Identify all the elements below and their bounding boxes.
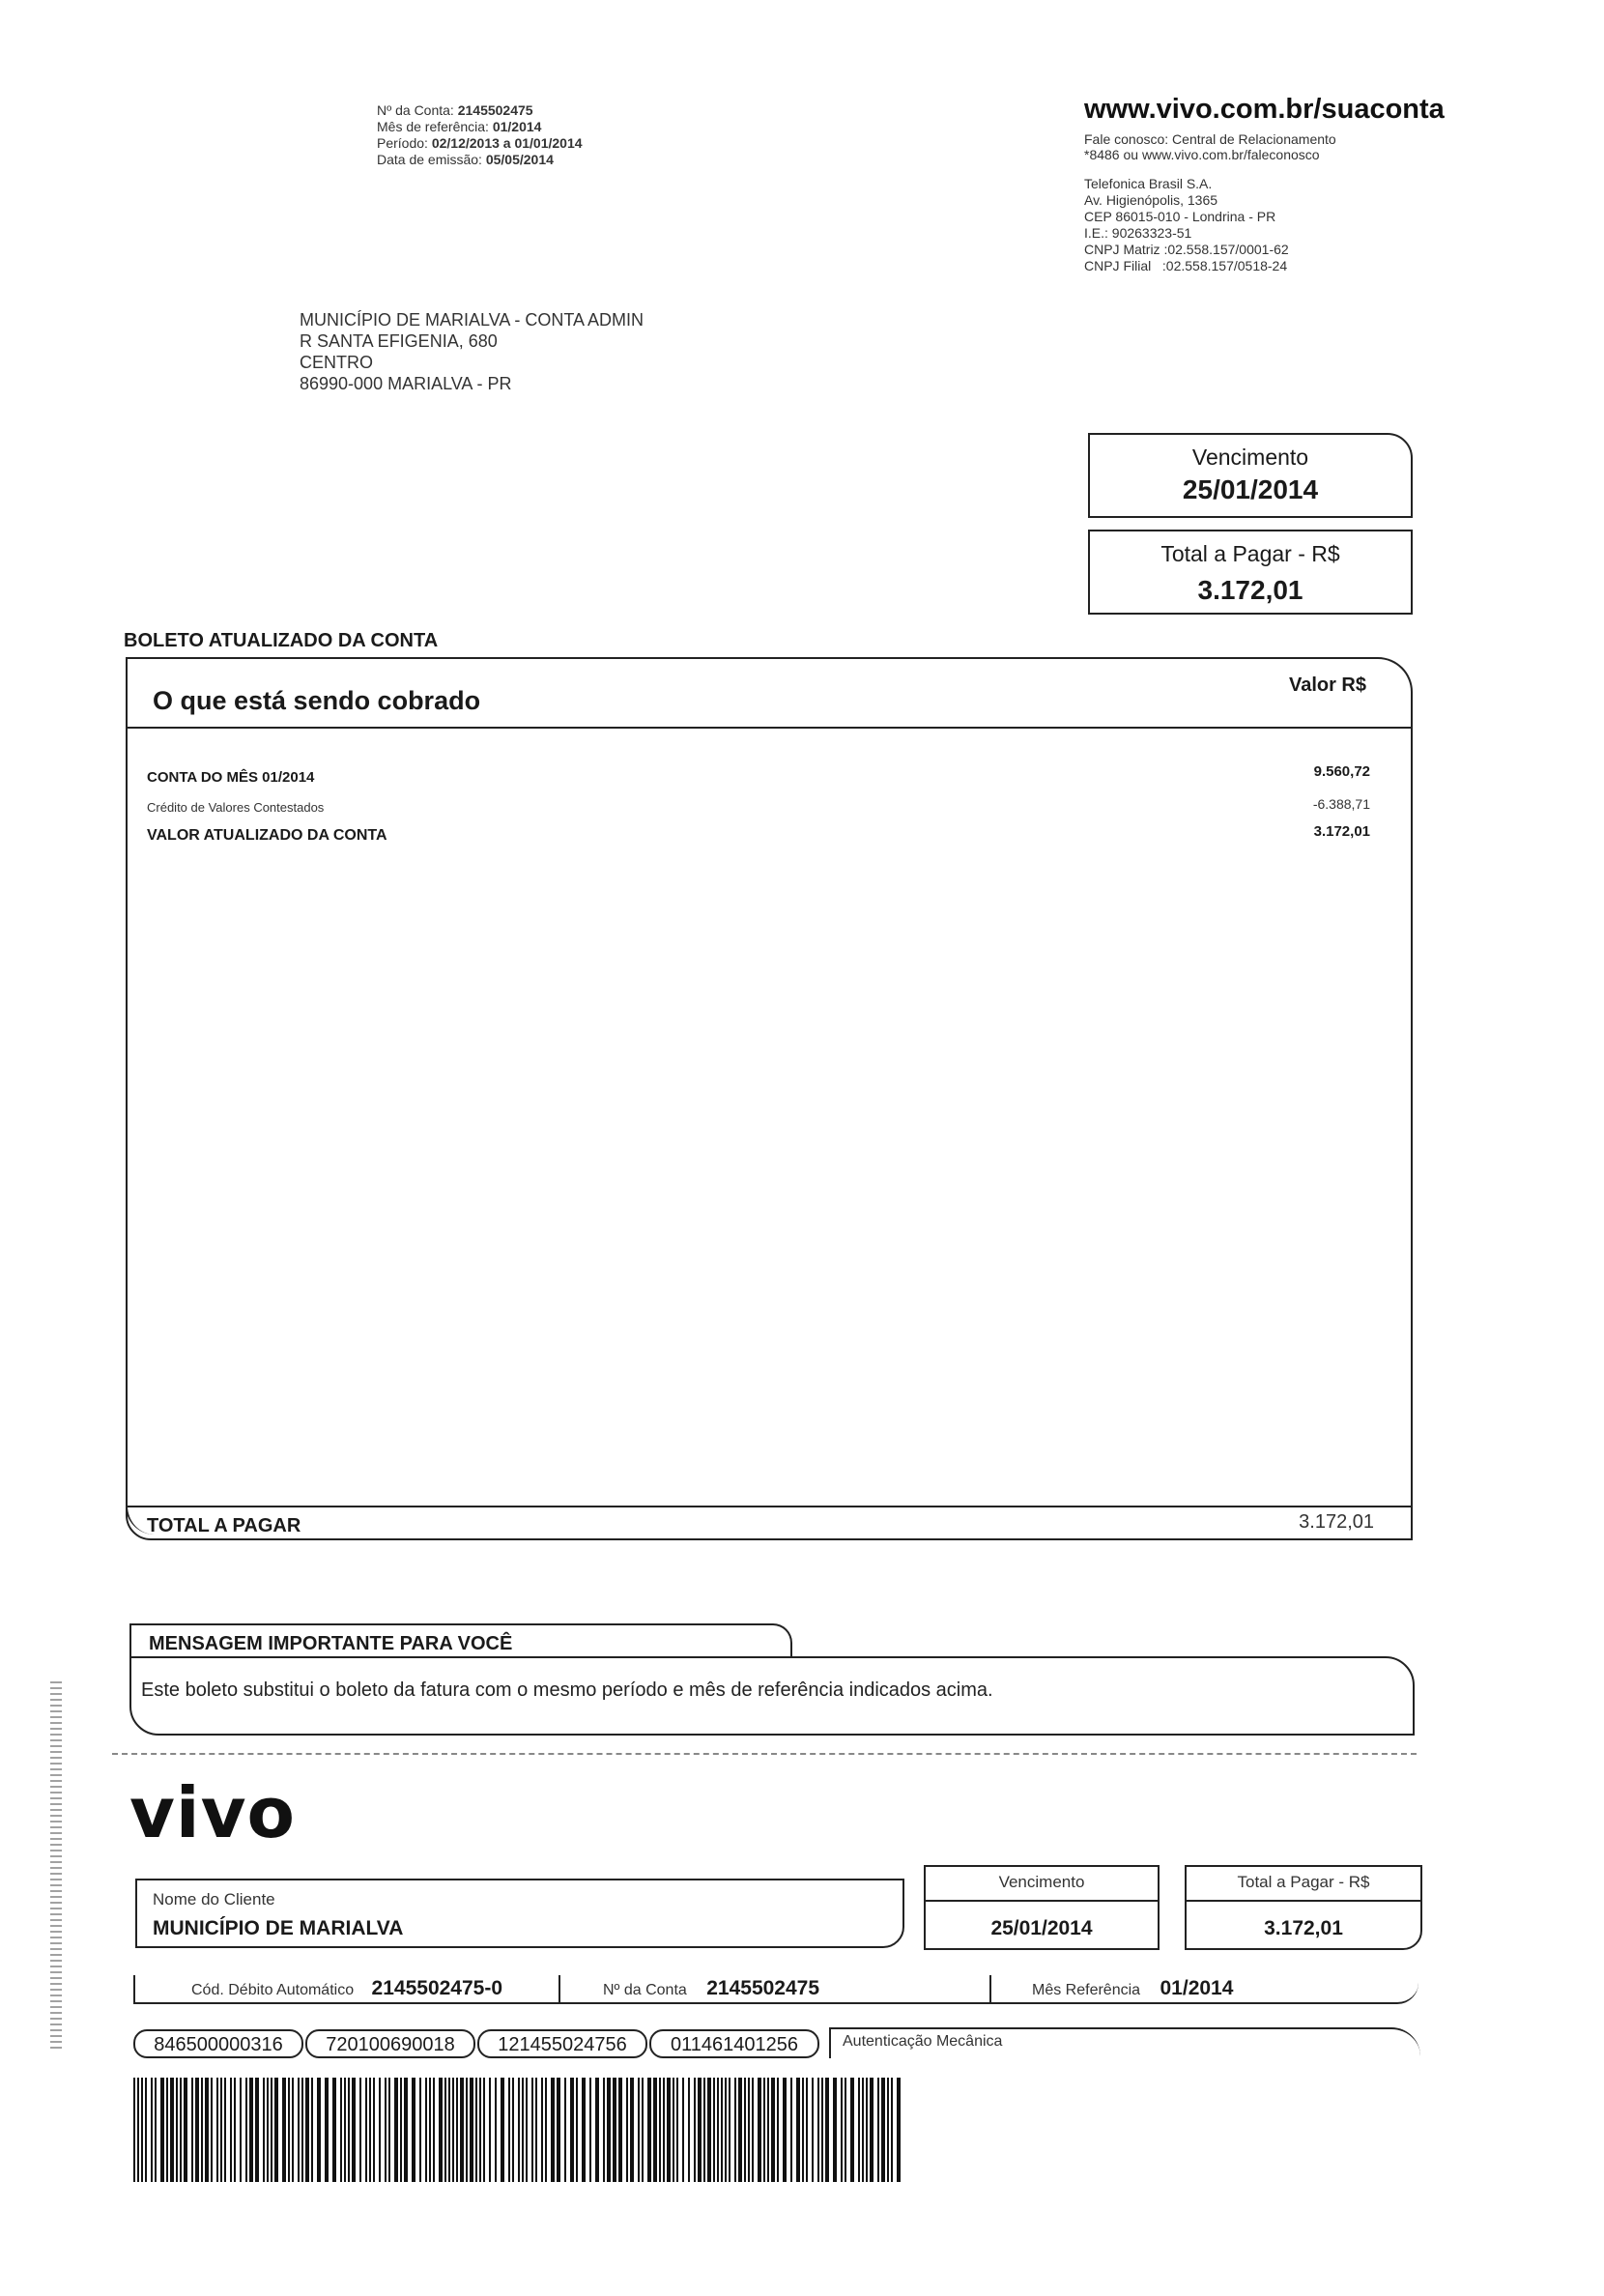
barcode-bar — [475, 2078, 477, 2182]
barcode-bar — [763, 2078, 765, 2182]
barcode-bar — [369, 2078, 371, 2182]
barcode-bar — [470, 2078, 473, 2182]
barcode-bar — [535, 2078, 537, 2182]
barcode-bar — [508, 2078, 510, 2182]
barcode-bar — [752, 2078, 754, 2182]
barcode-bar — [564, 2078, 566, 2182]
barcode-bar — [630, 2078, 634, 2182]
slip-info-divider — [559, 1975, 560, 2004]
barcode-bar — [220, 2078, 222, 2182]
barcode-bar — [230, 2078, 232, 2182]
charges-total-row — [126, 1506, 1413, 1540]
barcode-bar — [365, 2078, 367, 2182]
digitable-code-3: 121455024756 — [477, 2029, 647, 2058]
slip-due-label: Vencimento — [998, 1873, 1085, 1891]
barcode-bar — [698, 2078, 702, 2182]
charges-header-divider — [126, 727, 1413, 729]
barcode-bar — [663, 2078, 665, 2182]
company-info: www.vivo.com.br/suaconta Fale conosco: Central de Relacionamento *8486 ou www.vivo.com.br/faleconosco Telefonica Brasil S.A. Av. Higienópolis, 1365 CEP 86015-010 - Londrina - PR I.E.: 90263323-51 CNPJ Matriz :02.558.157/0001-62 CNPJ Filial :02.558.157/0518-24 — [1084, 94, 1445, 273]
barcode-bar — [419, 2078, 421, 2182]
barcode-bar — [274, 2078, 278, 2182]
recipient-address: MUNICÍPIO DE MARIALVA - CONTA ADMIN R SANTA EFIGENIA, 680 CENTRO 86990-000 MARIALVA - PR — [300, 310, 644, 393]
barcode-bar — [170, 2078, 174, 2182]
barcode-bar — [495, 2078, 497, 2182]
charges-section-title: BOLETO ATUALIZADO DA CONTA — [124, 630, 439, 651]
barcode-bar — [292, 2078, 294, 2182]
mechanical-auth-label: Autenticação Mecânica — [843, 2033, 1003, 2050]
period-line: Período: 02/12/2013 a 01/01/2014 — [377, 135, 583, 151]
barcode-bar — [205, 2078, 209, 2182]
barcode-bar — [806, 2078, 808, 2182]
barcode-bar — [298, 2078, 300, 2182]
barcode-bar — [332, 2078, 336, 2182]
barcode-bar — [522, 2078, 524, 2182]
slip-account-number: Nº da Conta 2145502475 — [603, 1977, 820, 1999]
slip-reference-month: Mês Referência 01/2014 — [1032, 1977, 1234, 1999]
perforation-marks — [50, 1681, 62, 2049]
message-text: Este boleto substitui o boleto da fatura com o mesmo período e mês de referência indicados acima. — [141, 1679, 993, 1701]
barcode-bar — [425, 2078, 427, 2182]
barcode-bar — [404, 2078, 408, 2182]
barcode-bar — [557, 2078, 560, 2182]
barcode-bar — [176, 2078, 178, 2182]
barcode-bar — [771, 2078, 775, 2182]
barcode-bar — [582, 2078, 586, 2182]
barcode-bar — [682, 2078, 684, 2182]
account-number-line: Nº da Conta: 2145502475 — [377, 102, 533, 118]
cut-line — [112, 1753, 1417, 1755]
barcode-bar — [483, 2078, 485, 2182]
barcode-bar — [767, 2078, 769, 2182]
barcode-bar — [845, 2078, 846, 2182]
barcode-bar — [717, 2078, 719, 2182]
barcode-bar — [738, 2078, 742, 2182]
issue-date-line: Data de emissão: 05/05/2014 — [377, 152, 554, 167]
barcode-bar — [201, 2078, 203, 2182]
charges-header-title: O que está sendo cobrado — [153, 686, 481, 715]
barcode-bar — [352, 2078, 356, 2182]
barcode-bar — [166, 2078, 168, 2182]
barcode-bar — [184, 2078, 187, 2182]
barcode-bar — [866, 2078, 868, 2182]
barcode-bar — [141, 2078, 143, 2182]
barcode-bar — [850, 2078, 854, 2182]
barcode-bar — [777, 2078, 779, 2182]
barcode-bar — [825, 2078, 829, 2182]
barcode-bar — [359, 2078, 361, 2182]
barcode-bar — [729, 2078, 730, 2182]
barcode-bar — [501, 2078, 504, 2182]
barcode-bar — [444, 2078, 446, 2182]
barcode-bar — [394, 2078, 398, 2182]
barcode-bar — [790, 2078, 792, 2182]
barcode-bar — [721, 2078, 723, 2182]
barcode-bar — [460, 2078, 464, 2182]
barcode-bar — [642, 2078, 644, 2182]
due-date-box: Vencimento 25/01/2014 — [1088, 433, 1413, 518]
barcode-bar — [325, 2078, 329, 2182]
barcode-bar — [694, 2078, 696, 2182]
debit-code: Cód. Débito Automático 2145502475-0 — [191, 1977, 503, 1999]
barcode-bar — [489, 2078, 491, 2182]
barcode-bar — [191, 2078, 193, 2182]
barcode-bar — [607, 2078, 611, 2182]
barcode-bar — [271, 2078, 272, 2182]
barcode-bar — [240, 2078, 242, 2182]
barcode-bar — [448, 2078, 450, 2182]
barcode-bar — [373, 2078, 375, 2182]
barcode-bar — [673, 2078, 674, 2182]
website-link[interactable]: www.vivo.com.br/suaconta — [1084, 94, 1445, 125]
charges-list — [147, 763, 1370, 852]
barcode-bar — [862, 2078, 864, 2182]
barcode-bar — [348, 2078, 350, 2182]
barcode-bar — [211, 2078, 213, 2182]
barcode-bar — [388, 2078, 390, 2182]
barcode-bar — [758, 2078, 761, 2182]
barcode-bar — [429, 2078, 431, 2182]
barcode-bar — [891, 2078, 893, 2182]
barcode-bar — [317, 2078, 321, 2182]
barcode-bar — [311, 2078, 313, 2182]
barcode-bar — [216, 2078, 218, 2182]
barcode-bar — [145, 2078, 147, 2182]
barcode-bar — [545, 2078, 547, 2182]
barcode-bar — [725, 2078, 727, 2182]
barcode-bar — [301, 2078, 303, 2182]
client-name-value: MUNICÍPIO DE MARIALVA — [153, 1917, 404, 1939]
barcode-bar — [647, 2078, 651, 2182]
barcode-bar — [576, 2078, 578, 2182]
barcode-bar — [385, 2078, 387, 2182]
vivo-logo: vivo — [129, 1772, 297, 1853]
barcode-bar — [512, 2078, 514, 2182]
barcode-bar — [151, 2078, 153, 2182]
barcode-bar — [613, 2078, 616, 2182]
charge-row: Crédito de Valores Contestados -6.388,71 — [147, 796, 1370, 815]
barcode-bar — [551, 2078, 555, 2182]
barcode-bar — [245, 2078, 247, 2182]
barcode-bar — [796, 2078, 800, 2182]
barcode-bar — [703, 2078, 705, 2182]
barcode-bar — [344, 2078, 346, 2182]
account-info — [377, 102, 583, 168]
barcode-bar — [263, 2078, 265, 2182]
barcode-bar — [305, 2078, 309, 2182]
barcode-bar — [400, 2078, 402, 2182]
barcode-bar — [340, 2078, 342, 2182]
barcode-bar — [160, 2078, 164, 2182]
barcode-bar — [821, 2078, 823, 2182]
barcode-bar — [531, 2078, 533, 2182]
barcode-bar — [589, 2078, 591, 2182]
charges-value-header: Valor R$ — [1288, 674, 1366, 696]
barcode-bar — [255, 2078, 259, 2182]
slip-info-divider — [989, 1975, 991, 2004]
barcode-bar — [155, 2078, 157, 2182]
slip-due-value: 25/01/2014 — [990, 1917, 1093, 1939]
barcode-bar — [412, 2078, 415, 2182]
charges-total-label: TOTAL A PAGAR — [147, 1515, 301, 1536]
barcode-bar — [887, 2078, 889, 2182]
barcode-bar — [456, 2078, 458, 2182]
barcode-bar — [858, 2078, 860, 2182]
charges-total-value: 3.172,01 — [1299, 1511, 1374, 1533]
barcode-bar — [249, 2078, 253, 2182]
barcode-bar — [133, 2078, 135, 2182]
barcode-bar — [224, 2078, 226, 2182]
barcode-bar — [137, 2078, 139, 2182]
barcode-bar — [783, 2078, 787, 2182]
barcode-bar — [433, 2078, 435, 2182]
barcode-bar — [748, 2078, 750, 2182]
message-title: MENSAGEM IMPORTANTE PARA VOCÊ — [149, 1633, 513, 1654]
slip-total-value: 3.172,01 — [1264, 1917, 1343, 1939]
barcode-bar — [667, 2078, 671, 2182]
barcode-bar — [870, 2078, 874, 2182]
barcode-bar — [707, 2078, 711, 2182]
barcode-bar — [267, 2078, 269, 2182]
barcode-bar — [195, 2078, 199, 2182]
slip-total-divider — [1185, 1900, 1422, 1902]
barcode-bar — [452, 2078, 454, 2182]
barcode-bar — [653, 2078, 657, 2182]
barcode-bar — [638, 2078, 640, 2182]
digitable-code-2: 720100690018 — [305, 2029, 475, 2058]
barcode-bar — [603, 2078, 605, 2182]
barcode-bar — [626, 2078, 628, 2182]
barcode-bar — [676, 2078, 678, 2182]
barcode-bar — [897, 2078, 901, 2182]
barcode-bar — [518, 2078, 520, 2182]
barcode-bar — [439, 2078, 443, 2182]
barcode-bar — [688, 2078, 690, 2182]
barcode-bar — [282, 2078, 286, 2182]
barcode-bar — [812, 2078, 814, 2182]
barcode-graphic — [133, 2078, 904, 2182]
barcode-bar — [618, 2078, 622, 2182]
reference-month-line: Mês de referência: 01/2014 — [377, 119, 542, 134]
barcode-bar — [713, 2078, 715, 2182]
barcode-bar — [180, 2078, 182, 2182]
digitable-code-1: 846500000316 — [133, 2029, 303, 2058]
barcode-bar — [841, 2078, 843, 2182]
barcode-bar — [466, 2078, 468, 2182]
barcode-bar — [570, 2078, 574, 2182]
charge-row: VALOR ATUALIZADO DA CONTA 3.172,01 — [147, 823, 1370, 844]
barcode-bar — [479, 2078, 481, 2182]
barcode-bar — [744, 2078, 746, 2182]
barcode-bar — [734, 2078, 736, 2182]
barcode-bar — [541, 2078, 543, 2182]
barcode-bar — [802, 2078, 804, 2182]
barcode-bar — [881, 2078, 885, 2182]
digitable-code-4: 011461401256 — [649, 2029, 819, 2058]
client-name-label: Nome do Cliente — [153, 1890, 275, 1909]
slip-due-divider — [924, 1900, 1160, 1902]
barcode-bar — [288, 2078, 290, 2182]
barcode-bar — [659, 2078, 661, 2182]
barcode-bar — [234, 2078, 236, 2182]
barcode-bar — [833, 2078, 837, 2182]
barcode-bar — [595, 2078, 599, 2182]
barcode-bar — [877, 2078, 879, 2182]
total-due-box: Total a Pagar - R$ 3.172,01 — [1088, 530, 1413, 615]
barcode — [133, 2078, 904, 2182]
slip-total-label: Total a Pagar - R$ — [1237, 1873, 1370, 1891]
barcode-bar — [526, 2078, 528, 2182]
barcode-bar — [817, 2078, 819, 2182]
charge-row: CONTA DO MÊS 01/2014 9.560,72 — [147, 763, 1370, 786]
barcode-bar — [379, 2078, 381, 2182]
